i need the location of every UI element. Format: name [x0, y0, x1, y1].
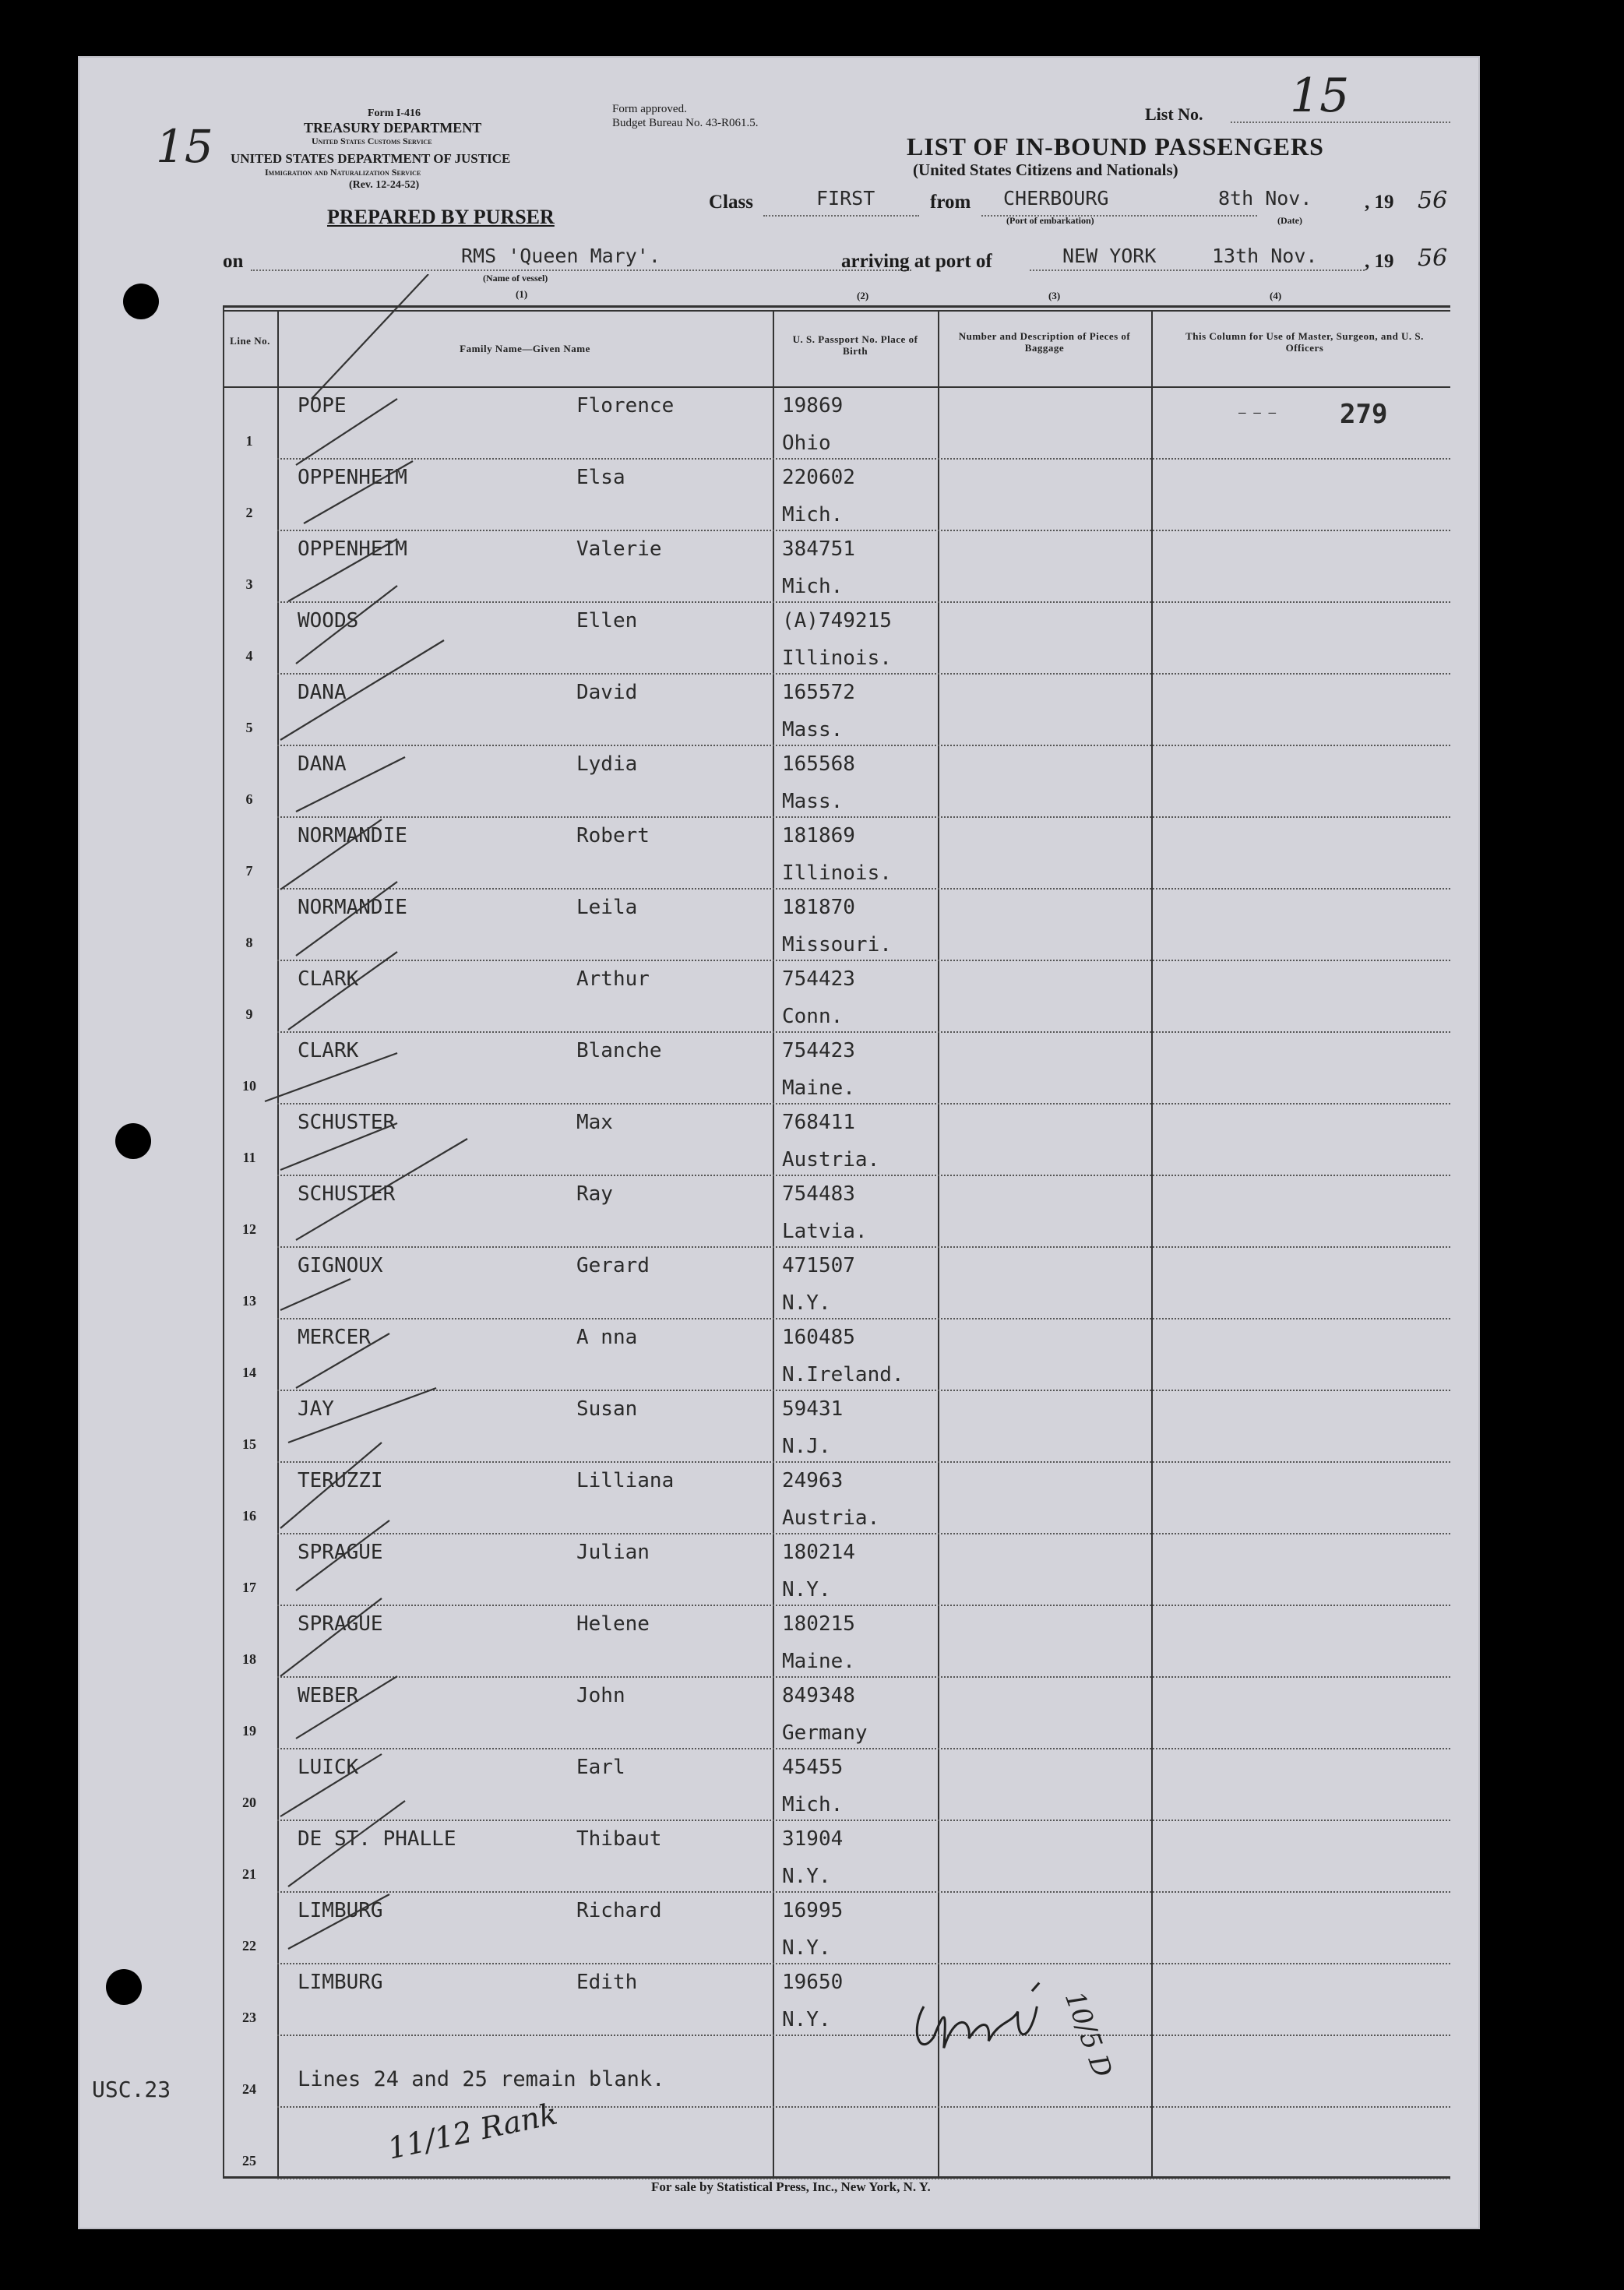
line-number: 17 — [242, 1580, 256, 1595]
line-number: 11 — [242, 1150, 256, 1165]
given-name: Ray — [576, 1182, 613, 1206]
blank-lines-note: Lines 24 and 25 remain blank. — [298, 2067, 665, 2091]
port-embarkation: CHERBOURG — [1003, 187, 1109, 210]
col-header-passport: U. S. Passport No. Place of Birth — [792, 333, 918, 357]
form-number: Form I-416 — [368, 107, 421, 119]
date-caption: (Date) — [1277, 215, 1302, 226]
footer-printer: For sale by Statistical Press, Inc., New York, N. Y. — [651, 2179, 931, 2194]
family-name: SCHUSTER — [298, 1111, 396, 1134]
line-number: 7 — [245, 863, 253, 879]
line-number: 19 — [242, 1723, 256, 1739]
passport-number: 31904 — [782, 1827, 844, 1851]
officer-number: 279 — [1340, 399, 1388, 430]
margin-handwritten-number: 15 — [156, 120, 213, 173]
given-name: Gerard — [576, 1254, 650, 1277]
place-of-birth: Mich. — [782, 575, 844, 598]
family-name: DE ST. PHALLE — [298, 1827, 456, 1851]
line-number: 9 — [245, 1006, 253, 1022]
passport-number: (A)749215 — [782, 609, 892, 632]
handwritten-note-bottom: 11/12 Rank — [384, 2096, 561, 2166]
given-name: Edith — [576, 1971, 638, 1994]
punch-hole — [123, 284, 159, 319]
manifest-subtitle: (United States Citizens and Nationals) — [913, 160, 1178, 179]
customs-service: United States Customs Service — [312, 136, 432, 146]
justice-dept: UNITED STATES DEPARTMENT OF JUSTICE — [231, 151, 511, 166]
line-number: 5 — [245, 720, 253, 735]
given-name: Thibaut — [576, 1827, 662, 1851]
manifest-title: LIST OF IN-BOUND PASSENGERS — [907, 132, 1324, 160]
line-number: 23 — [242, 2010, 256, 2025]
officer-dashes: – – – — [1238, 405, 1277, 420]
given-name: John — [576, 1684, 625, 1707]
place-of-birth: Maine. — [782, 1650, 855, 1673]
year-2: 56 — [1418, 245, 1448, 272]
line-number: 21 — [242, 1866, 256, 1882]
given-name: Elsa — [576, 466, 625, 489]
col-num-1: (1) — [516, 288, 528, 300]
family-name: NORMANDIE — [298, 896, 407, 919]
year-prefix-2: , 19 — [1365, 251, 1394, 272]
place-of-birth: Maine. — [782, 1076, 855, 1100]
place-of-birth: N.Y. — [782, 1291, 831, 1315]
family-name: SPRAGUE — [298, 1541, 383, 1564]
place-of-birth: Missouri. — [782, 933, 892, 957]
passport-number: 19869 — [782, 394, 844, 417]
side-code: USC.23 — [92, 2077, 171, 2102]
passport-number: 165572 — [782, 681, 855, 704]
line-number: 16 — [242, 1508, 256, 1524]
place-of-birth: Ohio — [782, 432, 831, 455]
col-header-name: Family Name—Given Name — [460, 343, 590, 354]
line-number: 10 — [242, 1078, 256, 1094]
passport-number: 180215 — [782, 1612, 855, 1636]
embark-date: 8th Nov. — [1218, 187, 1312, 210]
given-name: Leila — [576, 896, 638, 919]
given-name: Robert — [576, 824, 650, 847]
col-header-officers: This Column for Use of Master, Surgeon, and U. S. Officers — [1185, 330, 1424, 354]
family-name: DANA — [298, 681, 347, 704]
col-num-4: (4) — [1270, 290, 1282, 301]
class-value: FIRST — [816, 187, 875, 210]
line-number: 12 — [242, 1221, 256, 1237]
passport-number: 754423 — [782, 1039, 855, 1062]
arriving-label: arriving at port of — [841, 251, 992, 272]
year-prefix-1: , 19 — [1365, 192, 1394, 213]
col-num-2: (2) — [857, 290, 869, 301]
passport-number: 181869 — [782, 824, 855, 847]
col-header-line-no: Line No. — [230, 335, 270, 347]
year-1: 56 — [1418, 187, 1448, 214]
place-of-birth: N.Y. — [782, 2008, 831, 2031]
line-number: 2 — [245, 505, 253, 520]
given-name: Lilliana — [576, 1469, 675, 1492]
place-of-birth: Mass. — [782, 718, 844, 742]
list-no-value: 15 — [1290, 69, 1350, 123]
arrival-date: 13th Nov. — [1212, 245, 1318, 267]
given-name: David — [576, 681, 638, 704]
family-name: SCHUSTER — [298, 1182, 396, 1206]
ins-service: Immigration and Naturalization Service — [265, 167, 421, 178]
class-label: Class — [709, 192, 753, 213]
line-number: 6 — [245, 791, 253, 807]
passport-number: 754483 — [782, 1182, 855, 1206]
manifest-page — [78, 56, 1480, 2229]
given-name: Blanche — [576, 1039, 662, 1062]
family-name: MERCER — [298, 1326, 371, 1349]
line-number: 15 — [242, 1436, 256, 1452]
line-number: 18 — [242, 1651, 256, 1667]
family-name: LIMBURG — [298, 1971, 383, 1994]
budget-bureau: Budget Bureau No. 43-R061.5. — [612, 117, 759, 129]
line-number: 3 — [245, 576, 253, 592]
family-name: OPPENHEIM — [298, 466, 407, 489]
col-num-3: (3) — [1048, 290, 1061, 301]
given-name: Julian — [576, 1541, 650, 1564]
passport-number: 59431 — [782, 1397, 844, 1421]
vessel-caption: (Name of vessel) — [483, 273, 548, 284]
family-name: WOODS — [298, 609, 359, 632]
family-name: SPRAGUE — [298, 1612, 383, 1636]
passport-number: 160485 — [782, 1326, 855, 1349]
family-name: LUICK — [298, 1756, 359, 1779]
passport-number: 181870 — [782, 896, 855, 919]
line-number: 13 — [242, 1293, 256, 1309]
given-name: Ellen — [576, 609, 638, 632]
place-of-birth: N.Y. — [782, 1578, 831, 1601]
punch-hole — [106, 1969, 142, 2005]
line-number: 20 — [242, 1795, 256, 1810]
line-number: 25 — [242, 2153, 256, 2168]
passport-number: 220602 — [782, 466, 855, 489]
family-name: GIGNOUX — [298, 1254, 383, 1277]
passport-number: 24963 — [782, 1469, 844, 1492]
given-name: Helene — [576, 1612, 650, 1636]
family-name: TERUZZI — [298, 1469, 383, 1492]
place-of-birth: Austria. — [782, 1148, 880, 1171]
line-number: 22 — [242, 1938, 256, 1954]
place-of-birth: Mich. — [782, 503, 844, 527]
form-approved: Form approved. — [612, 103, 687, 115]
passport-number: 19650 — [782, 1971, 844, 1994]
family-name: DANA — [298, 752, 347, 776]
family-name: WEBER — [298, 1684, 359, 1707]
place-of-birth: Austria. — [782, 1506, 880, 1530]
place-of-birth: Mass. — [782, 790, 844, 813]
family-name: JAY — [298, 1397, 334, 1421]
given-name: Earl — [576, 1756, 625, 1779]
revision: (Rev. 12-24-52) — [349, 179, 420, 191]
line-number: 14 — [242, 1365, 256, 1380]
list-no-label: List No. — [1145, 104, 1203, 124]
passport-number: 384751 — [782, 537, 855, 561]
place-of-birth: N.J. — [782, 1435, 831, 1458]
place-of-birth: Illinois. — [782, 646, 892, 670]
given-name: A nna — [576, 1326, 638, 1349]
vessel-name: RMS 'Queen Mary'. — [461, 245, 661, 267]
place-of-birth: N.Ireland. — [782, 1363, 904, 1386]
place-of-birth: Illinois. — [782, 861, 892, 885]
passport-number: 165568 — [782, 752, 855, 776]
family-name: CLARK — [298, 1039, 359, 1062]
given-name: Florence — [576, 394, 675, 417]
family-name: NORMANDIE — [298, 824, 407, 847]
passport-number: 16995 — [782, 1899, 844, 1922]
line-number: 24 — [242, 2081, 256, 2097]
passport-number: 754423 — [782, 967, 855, 991]
given-name: Arthur — [576, 967, 650, 991]
given-name: Lydia — [576, 752, 638, 776]
signature-scrawl-icon — [899, 1972, 1083, 2070]
treasury-dept: TREASURY DEPARTMENT — [304, 120, 482, 136]
arrival-port: NEW YORK — [1062, 245, 1157, 267]
col-header-baggage: Number and Description of Pieces of Baggage — [958, 330, 1131, 354]
place-of-birth: Germany — [782, 1721, 868, 1745]
purser-signature — [899, 1972, 1084, 2081]
family-name: POPE — [298, 394, 347, 417]
place-of-birth: Mich. — [782, 1793, 844, 1816]
passport-number: 180214 — [782, 1541, 855, 1564]
prepared-by: PREPARED BY PURSER — [327, 206, 555, 228]
passport-number: 849348 — [782, 1684, 855, 1707]
signature-initials: 10/5 D — [1058, 1987, 1118, 2082]
given-name: Max — [576, 1111, 613, 1134]
family-name: CLARK — [298, 967, 359, 991]
check-marks — [195, 274, 740, 2221]
from-label: from — [930, 192, 971, 213]
place-of-birth: Conn. — [782, 1005, 844, 1028]
given-name: Valerie — [576, 537, 662, 561]
passport-number: 45455 — [782, 1756, 844, 1779]
place-of-birth: N.Y. — [782, 1865, 831, 1888]
given-name: Richard — [576, 1899, 662, 1922]
punch-hole — [115, 1123, 151, 1159]
place-of-birth: Latvia. — [782, 1220, 868, 1243]
family-name: OPPENHEIM — [298, 537, 407, 561]
family-name: LIMBURG — [298, 1899, 383, 1922]
line-number: 8 — [245, 935, 253, 950]
line-number: 4 — [245, 648, 253, 664]
port-embark-caption: (Port of embarkation) — [1006, 215, 1094, 226]
on-label: on — [223, 251, 244, 272]
line-number: 1 — [245, 433, 253, 449]
place-of-birth: N.Y. — [782, 1936, 831, 1960]
passport-number: 768411 — [782, 1111, 855, 1134]
passport-number: 471507 — [782, 1254, 855, 1277]
given-name: Susan — [576, 1397, 638, 1421]
